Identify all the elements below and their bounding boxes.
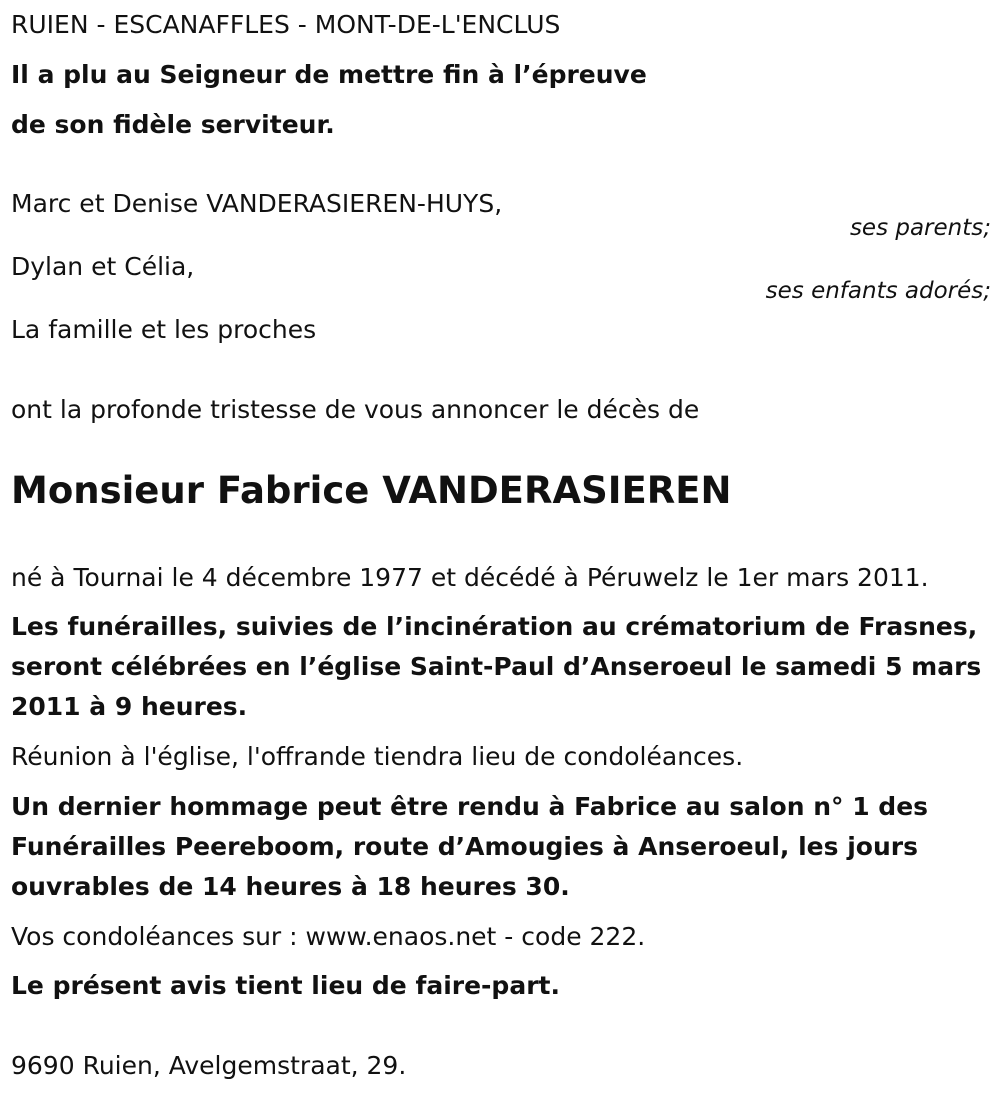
parents-names: Marc et Denise VANDERASIEREN-HUYS, — [11, 189, 503, 218]
children-names: Dylan et Célia, — [11, 252, 195, 281]
meeting-line: Réunion à l'église, l'offrande tiendra lieu de condoléances. — [11, 742, 744, 771]
faire-part-notice: Le présent avis tient lieu de faire-part. — [11, 971, 560, 1000]
deceased-name: Monsieur Fabrice VANDERASIEREN — [11, 469, 732, 512]
verse-line-1: Il a plu au Seigneur de mettre fin à l’épreuve — [11, 60, 647, 89]
address-line: 9690 Ruien, Avelgemstraat, 29. — [11, 1051, 407, 1080]
condolences-line: Vos condoléances sur : www.enaos.net - code 222. — [11, 922, 646, 951]
verse-line-2: de son fidèle serviteur. — [11, 110, 335, 139]
birth-death-line: né à Tournai le 4 décembre 1977 et décédé à Péruwelz le 1er mars 2011. — [11, 563, 929, 592]
obituary-notice — [11, 0, 991, 1101]
parents-role: ses parents; — [849, 215, 991, 241]
children-role: ses enfants adorés; — [765, 278, 991, 304]
funeral-details: Les funérailles, suivies de l’incinération au crématorium de Frasnes, seront célébrées en l’église Saint-Paul d’Anseroeul le samedi 5 mars 2011 à 9 heures. — [11, 612, 982, 721]
homage-details: Un dernier hommage peut être rendu à Fabrice au salon n° 1 des Funérailles Peereboom, route d’Amougies à Anseroeul, les jours ouvrables de 14 heures à 18 heures 30. — [11, 792, 929, 901]
location-header: RUIEN - ESCANAFFLES - MONT-DE-L'ENCLUS — [11, 10, 561, 39]
announcement-intro: ont la profonde tristesse de vous annoncer le décès de — [11, 395, 700, 424]
family-others: La famille et les proches — [11, 315, 317, 344]
